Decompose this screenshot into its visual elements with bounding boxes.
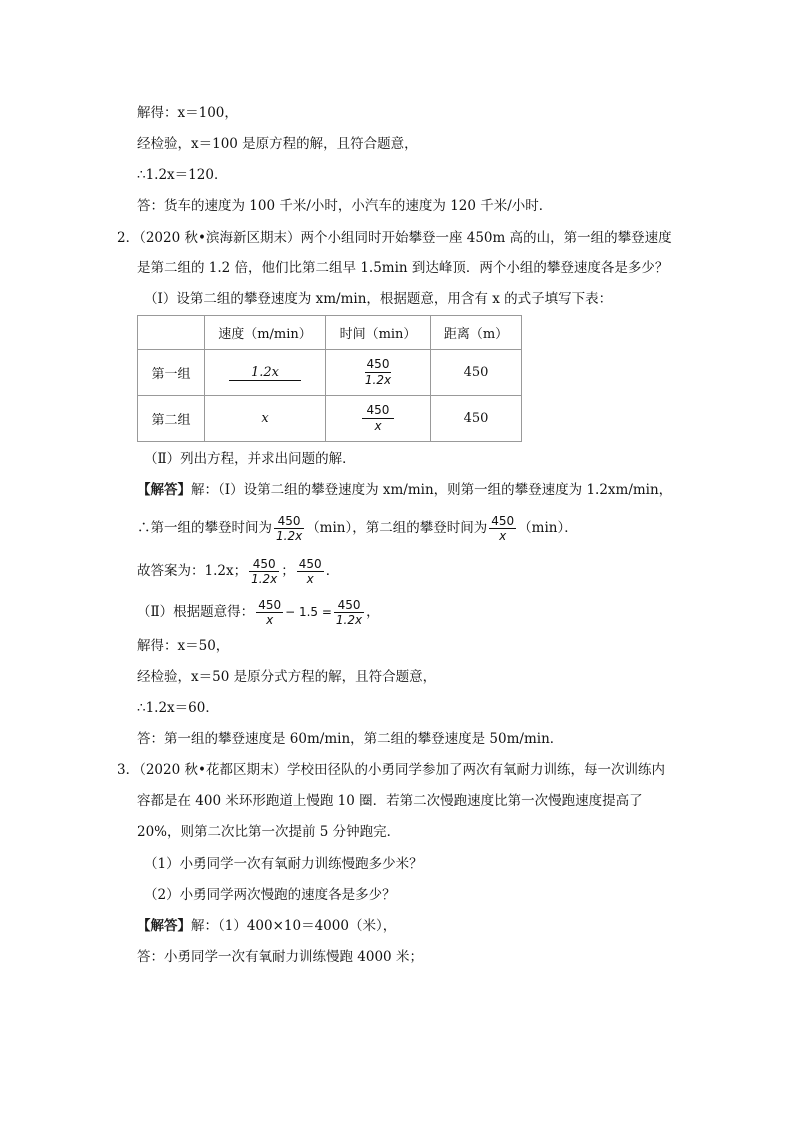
- fraction: [249, 557, 279, 586]
- fraction: [489, 514, 516, 543]
- answer-cell: [326, 350, 431, 396]
- answer-cell: [205, 350, 326, 396]
- fraction-denominator: 1.2x: [364, 373, 392, 387]
- question-3-line: （2）小勇同学两次慢跑的速度各是多少？: [144, 887, 396, 903]
- equation-operator: − 1.5 =: [285, 605, 332, 619]
- answer-fraction: [362, 403, 393, 434]
- data-table: [137, 315, 522, 442]
- punctuation: ．: [325, 563, 340, 579]
- table-header: [138, 316, 205, 350]
- solution-line: [137, 514, 578, 543]
- table-header: 速度（m/min）: [205, 316, 326, 350]
- question-3-line: 3．（2020 秋•花都区期末）学校田径队的小勇同学参加了两次有氧耐力训练，每一次训练内: [117, 762, 665, 778]
- solution-text: （Ⅱ）根据题意得：: [137, 604, 255, 620]
- question-2-line: 是第二组的 1.2 倍，他们比第二组早 1.5min 到达峰顶．两个小组的攀登速度各是多少？: [137, 260, 669, 276]
- fraction-numerator: 450: [491, 514, 515, 528]
- question-3-line: 容都是在 400 米环形跑道上慢跑 10 圈．若第二次慢跑速度比第一次慢跑速度提高了: [137, 793, 643, 809]
- fraction-denominator: x: [297, 571, 324, 586]
- separator: ；: [281, 563, 295, 579]
- table-cell: 450: [431, 396, 522, 442]
- solution-line: 答：小勇同学一次有氧耐力训练慢跑 4000 米；: [137, 949, 423, 965]
- table-cell: x: [205, 396, 326, 442]
- solution-line: 答：第一组的攀登速度是 60m/min，第二组的攀登速度是 50m/min．: [137, 731, 564, 747]
- table-header: 距离（m）: [431, 316, 522, 350]
- fraction-numerator: 450: [366, 403, 390, 417]
- solution-tag: 【解答】: [137, 918, 191, 934]
- row-label: 第二组: [138, 396, 205, 442]
- solution-line: [137, 557, 339, 586]
- solution-tag: 【解答】: [137, 482, 191, 498]
- table-cell: 450: [431, 350, 522, 396]
- fraction-numerator: 450: [277, 514, 301, 528]
- fraction: [274, 514, 304, 543]
- question-3-line: 20%，则第二次比第一次提前 5 分钟跑完．: [137, 824, 401, 840]
- question-2-line: 2．（2020 秋•滨海新区期末）两个小组同时开始攀登一座 450m 高的山，第一组的攀登速度: [117, 230, 672, 246]
- solution-text: 解：（1）400×10＝4000（米），: [191, 918, 397, 934]
- text-line: 解得：x＝100，: [137, 105, 238, 121]
- fraction-numerator: 450: [252, 557, 276, 571]
- question-3-line: （1）小勇同学一次有氧耐力训练慢跑多少米？: [144, 856, 423, 872]
- text-line: ∴1.2x＝120．: [137, 167, 228, 183]
- question-2-line: （Ⅱ）列出方程，并求出问题的解．: [144, 451, 356, 467]
- solution-text: ∴第一组的攀登时间为: [137, 520, 272, 536]
- fraction-numerator: 450: [366, 357, 390, 371]
- answer-cell: [326, 396, 431, 442]
- table-row: [138, 350, 522, 396]
- solution-line: [137, 480, 672, 500]
- fraction: [297, 557, 324, 586]
- fraction-numerator: 450: [337, 598, 361, 612]
- table-row: [138, 396, 522, 442]
- solution-text: （min）．: [518, 520, 578, 536]
- solution-line: 经检验，x＝50 是原分式方程的解，且符合题意，: [137, 669, 437, 685]
- fraction-denominator: 1.2x: [335, 613, 363, 627]
- solution-text: 解：（Ⅰ）设第二组的攀登速度为 xm/min，则第一组的攀登速度为 1.2xm/min，: [191, 482, 673, 498]
- solution-text: （min），第二组的攀登时间为: [306, 520, 488, 536]
- fraction-denominator: x: [362, 418, 393, 434]
- fraction-numerator: 450: [298, 557, 322, 571]
- solution-line: [137, 598, 380, 627]
- fraction: [334, 598, 364, 627]
- solution-line: ∴1.2x＝60．: [137, 700, 219, 716]
- fraction-denominator: 1.2x: [276, 529, 303, 543]
- fraction-denominator: x: [256, 612, 283, 627]
- text-line: 答：货车的速度为 100 千米/小时，小汽车的速度为 120 千米/小时．: [137, 198, 553, 214]
- fraction-denominator: x: [489, 528, 516, 543]
- answer-fraction: [365, 357, 391, 388]
- solution-text: 故答案为：1.2x；: [137, 563, 248, 579]
- table-header: 时间（min）: [326, 316, 431, 350]
- row-label: 第一组: [138, 350, 205, 396]
- question-2-line: （Ⅰ）设第二组的攀登速度为 xm/min，根据题意，用含有 x 的式子填写下表：: [144, 291, 613, 307]
- text-line: 经检验，x＝100 是原方程的解，且符合题意，: [137, 136, 418, 152]
- punctuation: ，: [366, 604, 380, 620]
- solution-line: 解得：x＝50，: [137, 638, 230, 654]
- fraction: [256, 598, 283, 627]
- fraction-numerator: 450: [258, 598, 282, 612]
- answer-blank: 1.2x: [229, 365, 301, 381]
- fraction-denominator: 1.2x: [251, 572, 278, 586]
- solution-line: [137, 916, 396, 936]
